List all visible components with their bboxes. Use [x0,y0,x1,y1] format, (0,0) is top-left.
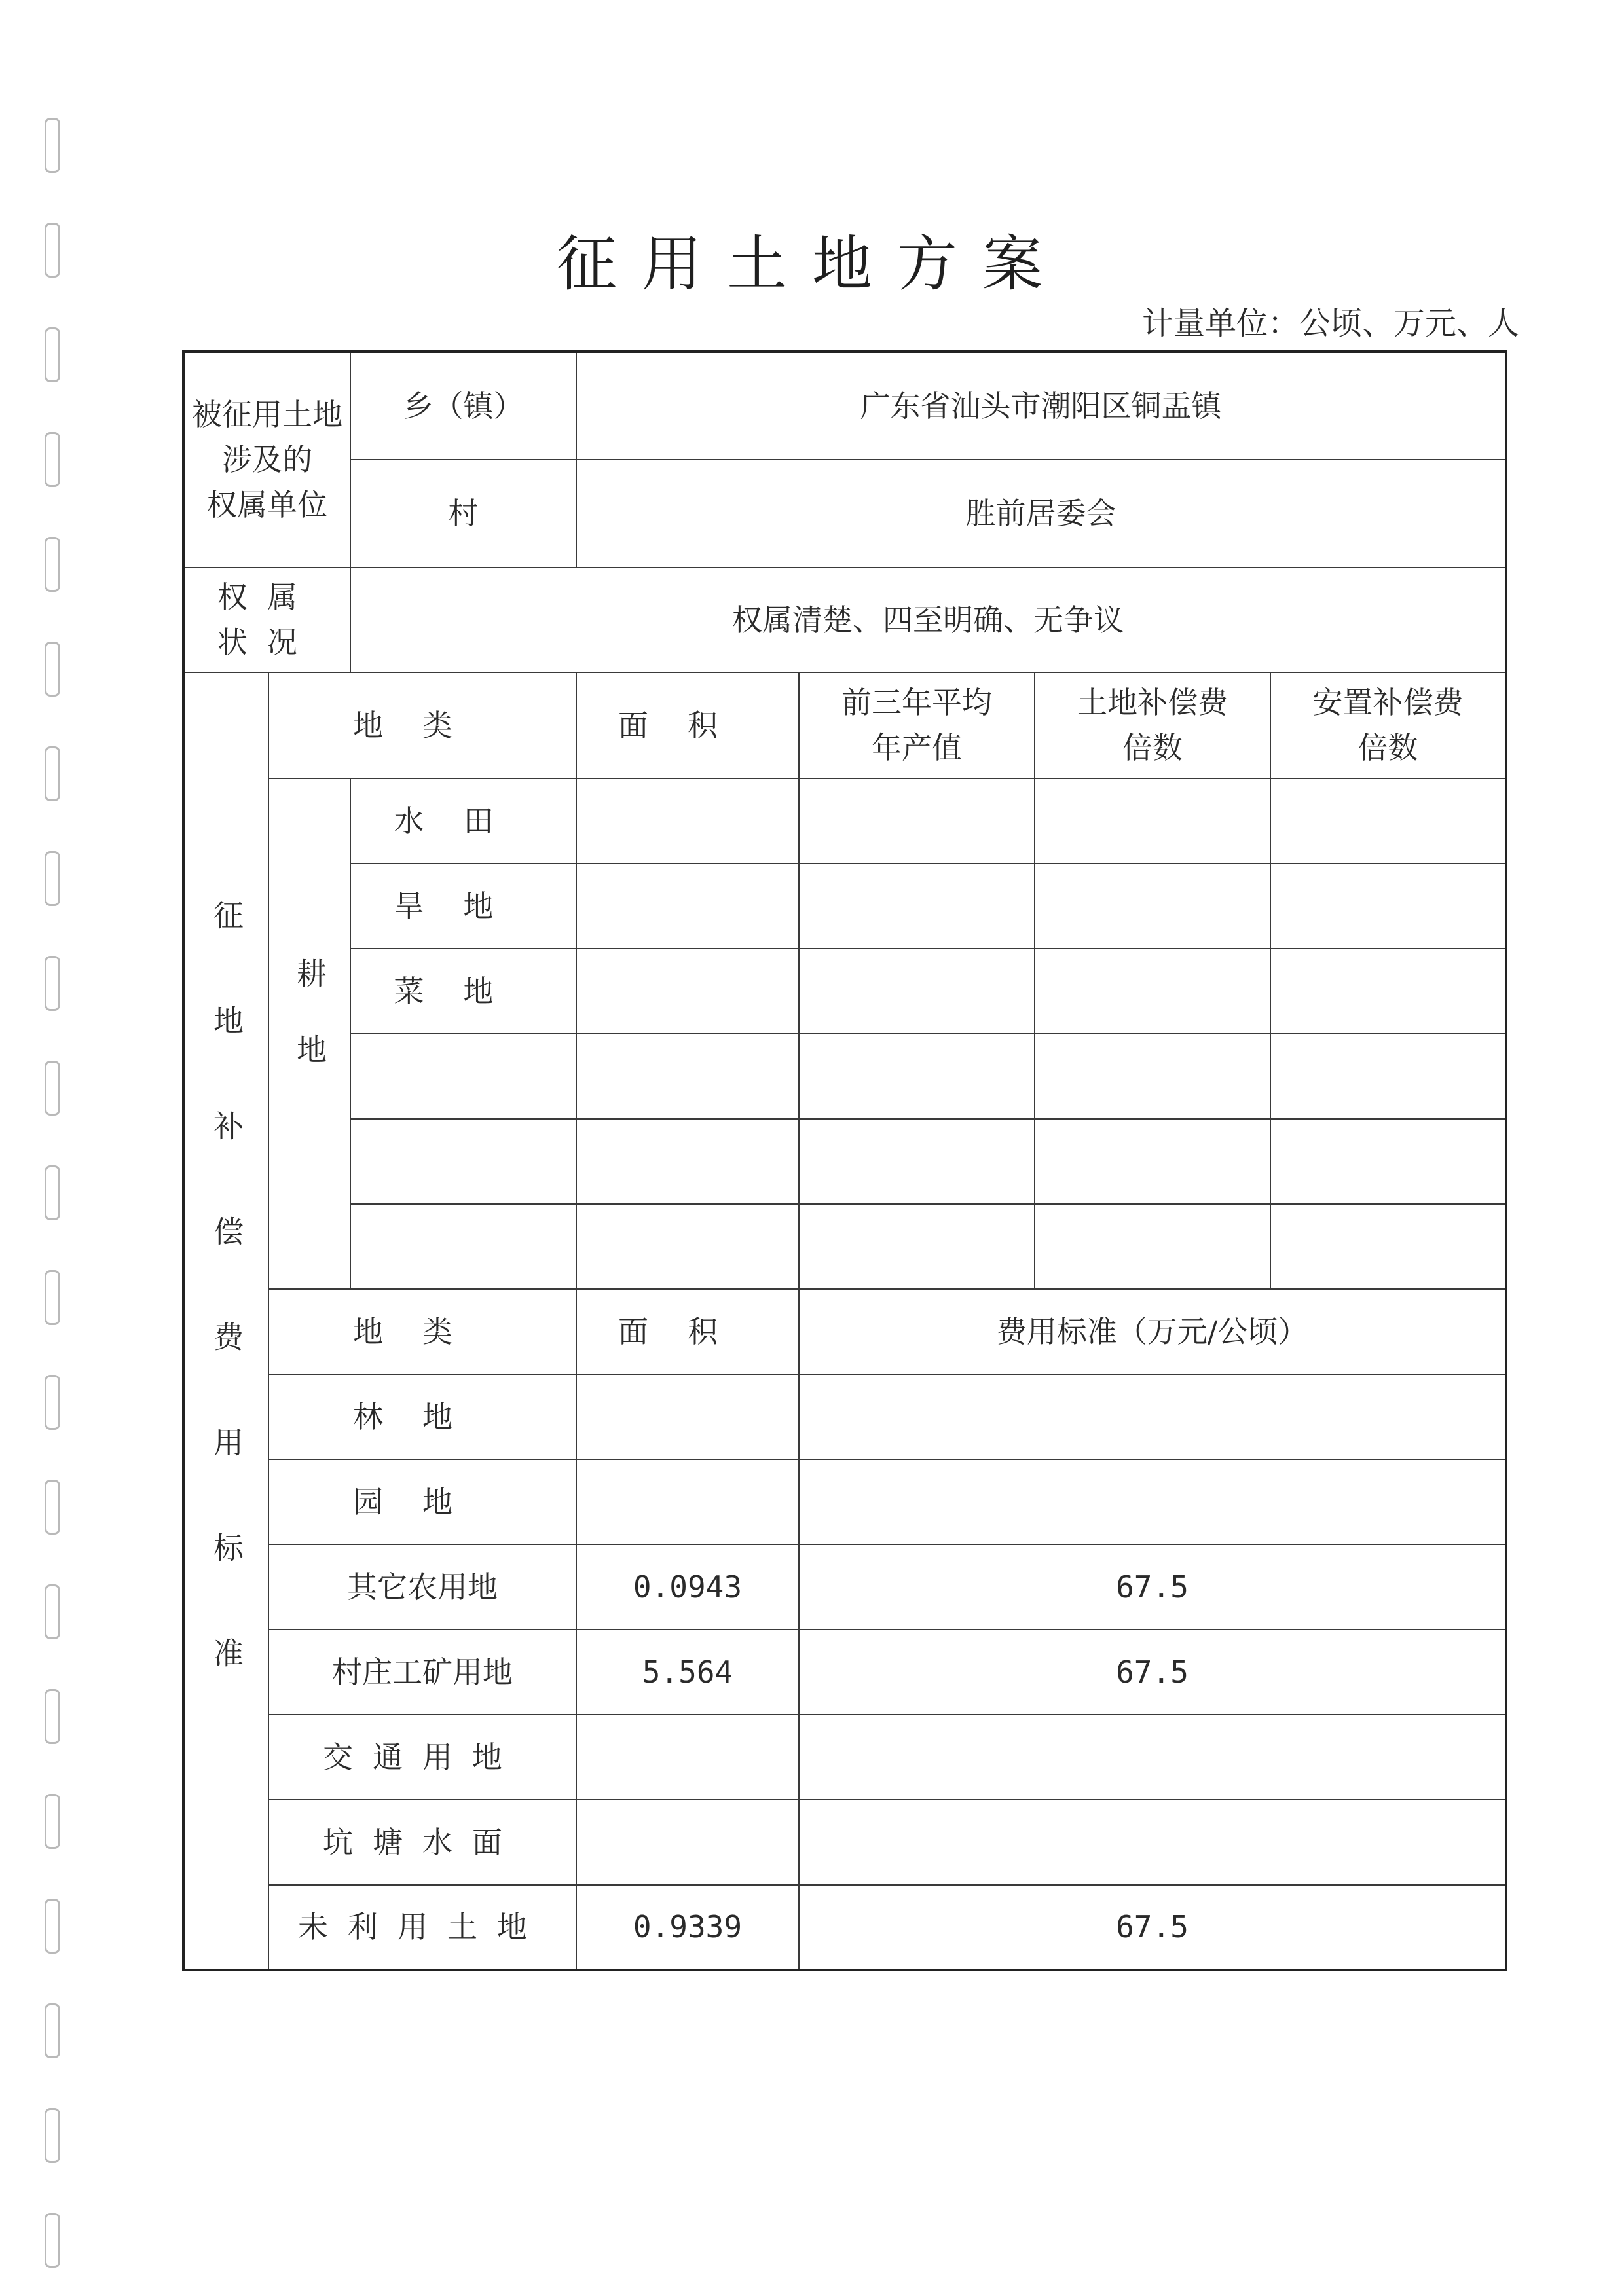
binder-hole [45,537,60,592]
land-type-cell: 村庄工矿用地 [268,1630,576,1715]
land-type-cell: 园地 [268,1459,576,1544]
avg-output-cell [799,778,1035,864]
land-type-cell: 菜地 [350,949,576,1034]
binder-hole [45,2003,60,2058]
area-cell [576,864,799,949]
binder-hole [45,327,60,382]
binder-hole [45,1165,60,1220]
land-multiplier-cell [1035,949,1270,1034]
fee-cell [799,1459,1506,1544]
resettle-multiplier-cell [1270,1034,1506,1119]
table-row [183,1034,1506,1119]
col-area-2: 面积 [576,1289,799,1374]
resettle-multiplier-cell [1270,778,1506,864]
area-cell [576,1034,799,1119]
resettle-multiplier-cell [1270,949,1506,1034]
binder-hole [45,1899,60,1954]
binder-hole [45,432,60,487]
binder-hole [45,1270,60,1325]
land-multiplier-cell [1035,864,1270,949]
col-resettle-multiplier: 安置补偿费 倍数 [1270,672,1506,778]
land-type-cell: 其它农用地 [268,1544,576,1630]
table-row [183,1544,1506,1630]
area-cell [576,1715,799,1800]
col-land-multiplier: 土地补偿费 倍数 [1035,672,1270,778]
village-label: 村 [350,460,576,568]
land-acquisition-table [182,350,1507,1971]
fee-cell: 67.5 [799,1885,1506,1970]
fee-cell: 67.5 [799,1544,1506,1630]
area-cell [576,949,799,1034]
resettle-multiplier-cell [1270,1204,1506,1289]
area-cell: 0.0943 [576,1544,799,1630]
land-type-cell [350,1119,576,1204]
avg-output-cell [799,1204,1035,1289]
table-row [183,1204,1506,1289]
resettle-multiplier-cell [1270,864,1506,949]
avg-output-cell [799,949,1035,1034]
table-row [183,778,1506,864]
table-row [183,1459,1506,1544]
resettle-multiplier-cell [1270,1119,1506,1204]
area-cell [576,1374,799,1459]
table-row [183,864,1506,949]
area-cell [576,778,799,864]
area-cell [576,1204,799,1289]
col-land-type-2: 地类 [268,1289,576,1374]
binder-hole [45,1480,60,1535]
table-row [183,1374,1506,1459]
ownership-status-label: 权属 状况 [183,568,350,672]
binder-hole [45,956,60,1011]
binder-holes [38,0,64,2296]
cultivated-group-label: 耕地 [268,778,350,1289]
land-type-cell: 未利用土地 [268,1885,576,1970]
avg-output-cell [799,1034,1035,1119]
fee-cell [799,1374,1506,1459]
table-row [183,1630,1506,1715]
land-type-cell: 林地 [268,1374,576,1459]
land-type-cell: 旱地 [350,864,576,949]
fee-cell [799,1800,1506,1885]
binder-hole [45,118,60,173]
area-cell [576,1459,799,1544]
land-type-cell [350,1034,576,1119]
land-multiplier-cell [1035,1204,1270,1289]
binder-hole [45,746,60,801]
land-type-cell: 水田 [350,778,576,864]
binder-hole [45,1375,60,1430]
ownership-unit-label: 被征用土地 涉及的 权属单位 [183,352,350,568]
binder-hole [45,851,60,906]
table-row [183,949,1506,1034]
area-cell: 0.9339 [576,1885,799,1970]
avg-output-cell [799,864,1035,949]
table-row [183,1119,1506,1204]
col-avg-output: 前三年平均 年产值 [799,672,1035,778]
col-fee-standard: 费用标准（万元/公顷） [799,1289,1506,1374]
area-cell [576,1800,799,1885]
compensation-section-label: 征地补偿费用标准 [183,672,268,1970]
unit-note: 计量单位：公顷、万元、人 [1141,305,1519,342]
binder-hole [45,1061,60,1116]
binder-hole [45,2213,60,2268]
table-row [183,1885,1506,1970]
land-type-cell: 交通用地 [268,1715,576,1800]
land-multiplier-cell [1035,1119,1270,1204]
ownership-status-value: 权属清楚、四至明确、无争议 [350,568,1506,672]
land-multiplier-cell [1035,778,1270,864]
table-row [183,1715,1506,1800]
binder-hole [45,1584,60,1639]
village-value: 胜前居委会 [576,460,1506,568]
avg-output-cell [799,1119,1035,1204]
page-title: 征用土地方案 [556,229,1067,299]
township-label: 乡（镇） [350,352,576,460]
binder-hole [45,642,60,697]
land-multiplier-cell [1035,1034,1270,1119]
binder-hole [45,2108,60,2163]
land-type-cell: 坑塘水面 [268,1800,576,1885]
area-cell [576,1119,799,1204]
fee-cell [799,1715,1506,1800]
township-value: 广东省汕头市潮阳区铜盂镇 [576,352,1506,460]
table-row [183,1800,1506,1885]
col-area: 面积 [576,672,799,778]
land-type-cell [350,1204,576,1289]
fee-cell: 67.5 [799,1630,1506,1715]
area-cell: 5.564 [576,1630,799,1715]
binder-hole [45,1689,60,1744]
col-land-type: 地类 [268,672,576,778]
binder-hole [45,1794,60,1849]
